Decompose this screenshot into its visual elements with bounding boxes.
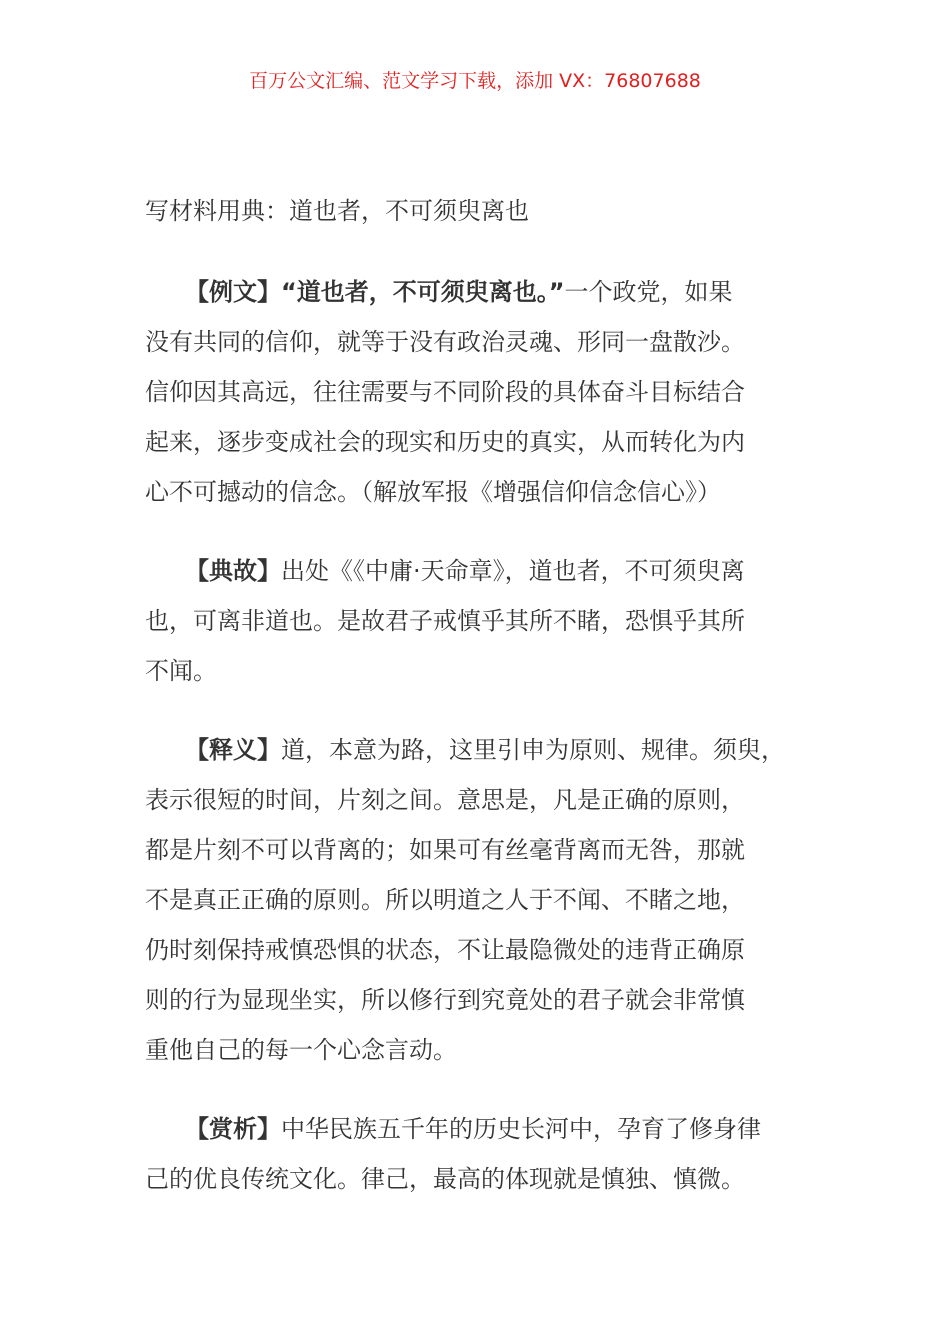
paragraph-appreciation: 【赏析】中华民族五千年的历史长河中，孕育了修身律 己的优良传统文化。律己，最高的体现就是慎独、慎微。 xyxy=(145,1104,835,1204)
watermark-header: 百万公文汇编、范文学习下载，添加 VX：76807688 xyxy=(249,70,701,92)
text-line: 则的行为显现坐实，所以修行到究竟处的君子就会非常慎 xyxy=(145,986,745,1014)
para-label: 【例文】“道也者，不可须臾离也。” xyxy=(185,278,565,306)
para-label: 【赏析】 xyxy=(185,1115,281,1143)
text-line: 己的优良传统文化。律己，最高的体现就是慎独、慎微。 xyxy=(145,1165,745,1193)
document-title: 写材料用典：道也者，不可须臾离也 xyxy=(145,197,529,225)
paragraph-example: 【例文】“道也者，不可须臾离也。”一个政党，如果 没有共同的信仰，就等于没有政治灵魂、形同一盘散沙。 信仰因其高远，往往需要与不同阶段的具体奋斗目标结合 起来，逐步变成社会的现实和历史的真实，从而转化为内 心不可撼动的信念。（解放军报《增强信仰信念信心》） xyxy=(145,267,835,517)
text-line: 不是真正正确的原则。所以明道之人于不闻、不睹之地， xyxy=(145,886,745,914)
paragraph-allusion: 【典故】出处《《中庸·天命章》，道也者，不可须臾离 也，可离非道也。是故君子戒慎乎其所不睹，恐惧乎其所 不闻。 xyxy=(145,546,835,696)
paragraph-meaning: 【释义】道，本意为路，这里引申为原则、规律。须臾， 表示很短的时间，片刻之间。意思是，凡是正确的原则， 都是片刻不可以背离的；如果可有丝毫背离而无咎，那就 不是真正正确的原则。所以明道之人于不闻、不睹之地， 仍时刻保持戒慎恐惧的状态，不让最隐微处的违背正确原 则的行为显现坐实，所以修行到究竟处的君子就会非常慎 重他自己的每一个心念言动。 xyxy=(145,725,835,1075)
text-line: 也，可离非道也。是故君子戒慎乎其所不睹，恐惧乎其所 xyxy=(145,607,745,635)
text-line: 起来，逐步变成社会的现实和历史的真实，从而转化为内 xyxy=(145,428,745,456)
text-line: 信仰因其高远，往往需要与不同阶段的具体奋斗目标结合 xyxy=(145,378,745,406)
para-label: 【典故】 xyxy=(185,557,281,585)
text-line: 心不可撼动的信念。（解放军报《增强信仰信念信心》） xyxy=(145,478,721,506)
text-line: 没有共同的信仰，就等于没有政治灵魂、形同一盘散沙。 xyxy=(145,328,745,356)
text-line: 不闻。 xyxy=(145,657,217,685)
text-line: 表示很短的时间，片刻之间。意思是，凡是正确的原则， xyxy=(145,786,745,814)
text-line: 都是片刻不可以背离的；如果可有丝毫背离而无咎，那就 xyxy=(145,836,745,864)
text-line: 仍时刻保持戒慎恐惧的状态，不让最隐微处的违背正确原 xyxy=(145,936,745,964)
text-line: 重他自己的每一个心念言动。 xyxy=(145,1036,457,1064)
para-label: 【释义】 xyxy=(185,736,281,764)
